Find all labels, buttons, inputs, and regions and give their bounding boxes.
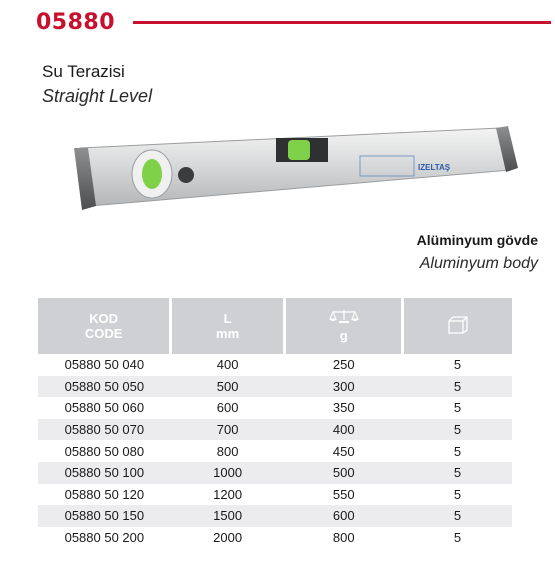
cell-weight: 350	[332, 400, 355, 416]
product-name-en: Straight Level	[42, 86, 153, 106]
page-header	[36, 10, 551, 36]
cell-weight: 400	[284, 419, 403, 441]
cell-code: 05880 50 150	[38, 505, 171, 527]
header-weight	[284, 298, 403, 354]
cell-length: 600	[216, 400, 239, 416]
cell-length: 1000	[171, 462, 285, 484]
scale-icon	[286, 309, 402, 328]
cell-pack: 5	[403, 462, 512, 484]
cell-pack: 5	[453, 400, 462, 416]
brand-logo: IZELTAŞ	[418, 163, 451, 172]
table-row	[38, 419, 512, 441]
cell-code: 05880 50 200	[64, 530, 145, 546]
cell-length: 700	[171, 419, 285, 441]
feature-tr: Alüminyum gövde	[416, 232, 538, 248]
cell-length: 2000	[213, 530, 243, 546]
cell-pack: 5	[403, 376, 512, 398]
table-row	[38, 440, 512, 462]
table-row	[38, 397, 512, 419]
cell-code: 05880 50 050	[38, 376, 171, 398]
cell-pack: 5	[453, 443, 462, 459]
feature-en: Aluminyum body	[419, 255, 538, 272]
cell-code: 05880 50 080	[64, 443, 145, 459]
cell-weight: 250	[332, 357, 355, 373]
cell-weight: 300	[284, 376, 403, 398]
product-name-tr: Su Terazisi	[42, 62, 125, 81]
header-code-en: CODE	[84, 326, 123, 341]
header-code-tr: KOD	[89, 311, 119, 326]
table-row	[38, 505, 512, 527]
cell-code: 05880 50 040	[64, 357, 145, 373]
product-code-title: 05880	[36, 10, 116, 35]
box-icon	[404, 316, 512, 337]
cell-length: 800	[216, 443, 239, 459]
cell-code: 05880 50 070	[38, 419, 171, 441]
table-row	[38, 462, 512, 484]
cell-code: 05880 50 060	[64, 400, 145, 416]
cell-pack: 5	[453, 530, 462, 546]
cell-code: 05880 50 100	[38, 462, 171, 484]
table-header-row	[38, 298, 512, 354]
table-row	[38, 376, 512, 398]
spec-table	[38, 298, 512, 548]
cell-length: 400	[216, 357, 239, 373]
table-row	[38, 484, 512, 506]
header-length	[171, 298, 285, 354]
cell-weight: 450	[332, 443, 355, 459]
cell-code: 05880 50 120	[64, 486, 145, 502]
table-row	[38, 354, 512, 376]
header-pack	[403, 298, 512, 354]
cell-weight: 800	[332, 530, 355, 546]
header-length-unit: mm	[216, 326, 240, 341]
cell-weight: 500	[284, 462, 403, 484]
spirit-level-image	[60, 118, 530, 218]
cell-weight: 550	[332, 486, 355, 502]
cell-length: 1500	[171, 505, 285, 527]
table-row	[38, 527, 512, 549]
cell-length: 500	[171, 376, 285, 398]
header-rule	[133, 21, 551, 24]
header-weight-unit: g	[339, 328, 348, 343]
cell-pack: 5	[403, 505, 512, 527]
header-code	[38, 298, 171, 354]
cell-pack: 5	[403, 419, 512, 441]
cell-weight: 600	[284, 505, 403, 527]
cell-length: 1200	[213, 486, 243, 502]
cell-pack: 5	[453, 357, 462, 373]
cell-pack: 5	[453, 486, 462, 502]
header-length-label: L	[223, 311, 232, 326]
